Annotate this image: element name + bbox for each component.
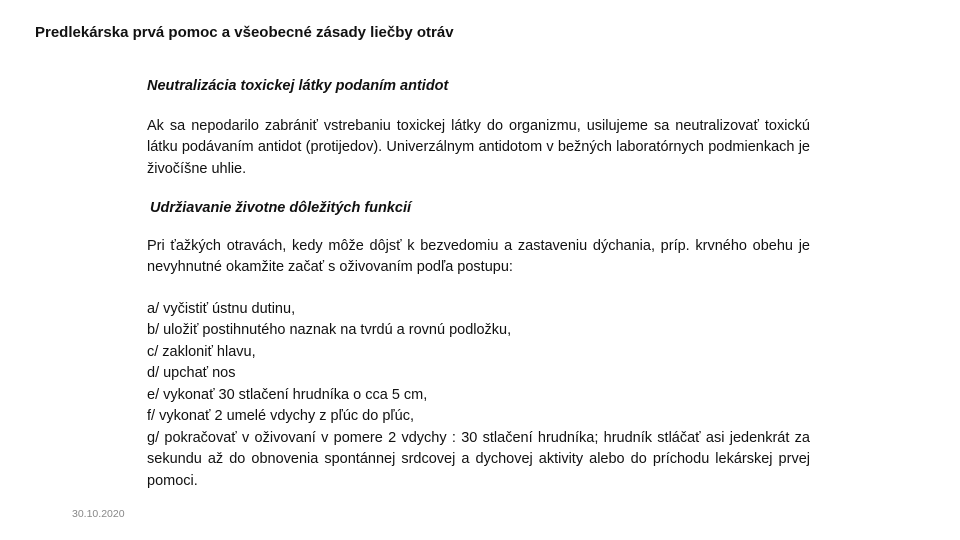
section-heading-neutralization: Neutralizácia toxickej látky podaním antidot [147,78,449,94]
step-item: e/ vykonať 30 stlačení hrudníka o cca 5 cm, [147,386,428,403]
section-paragraph-vital-functions: Pri ťažkých otravách, kedy môže dôjsť k bezvedomiu a zastaveniu dýchania, príp. krvného obehu je nevyhnutné okamžite začať s oživovaním podľa postupu: [147,237,810,275]
resuscitation-steps-list [147,299,810,493]
section-paragraph-neutralization: Ak sa nepodarilo zabrániť vstrebaniu toxickej látky do organizmu, usilujeme sa neutralizovať toxickú látku podávaním antidot (protijedov). Univerzálnym antidotom v bežných laboratórnych podmienkach je živočíšne uhlie. [147,117,810,177]
section-heading-vital-functions: Udržiavanie životne dôležitých funkcií [150,200,412,216]
slide-title: Predlekárska prvá pomoc a všeobecné zásady liečby otráv [35,24,454,41]
step-item: g/ pokračovať v oživovaní v pomere 2 vdychy : 30 stlačení hrudníka; hrudník stláčať asi jedenkrát za sekundu až do obnovenia spontánnej srdcovej a dychovej aktivity alebo do príchodu lekárskej prvej pomoci. [147,429,810,489]
step-item: c/ zakloniť hlavu, [147,343,256,360]
step-item: b/ uložiť postihnutého naznak na tvrdú a rovnú podložku, [147,322,512,338]
slide-content [147,76,810,492]
step-item: d/ upchať nos [147,365,236,381]
step-item: f/ vykonať 2 umelé vdychy z pľúc do pľúc, [147,408,414,424]
step-item: a/ vyčistiť ústnu dutinu, [147,300,296,317]
footer-date: 30.10.2020 [72,508,125,520]
